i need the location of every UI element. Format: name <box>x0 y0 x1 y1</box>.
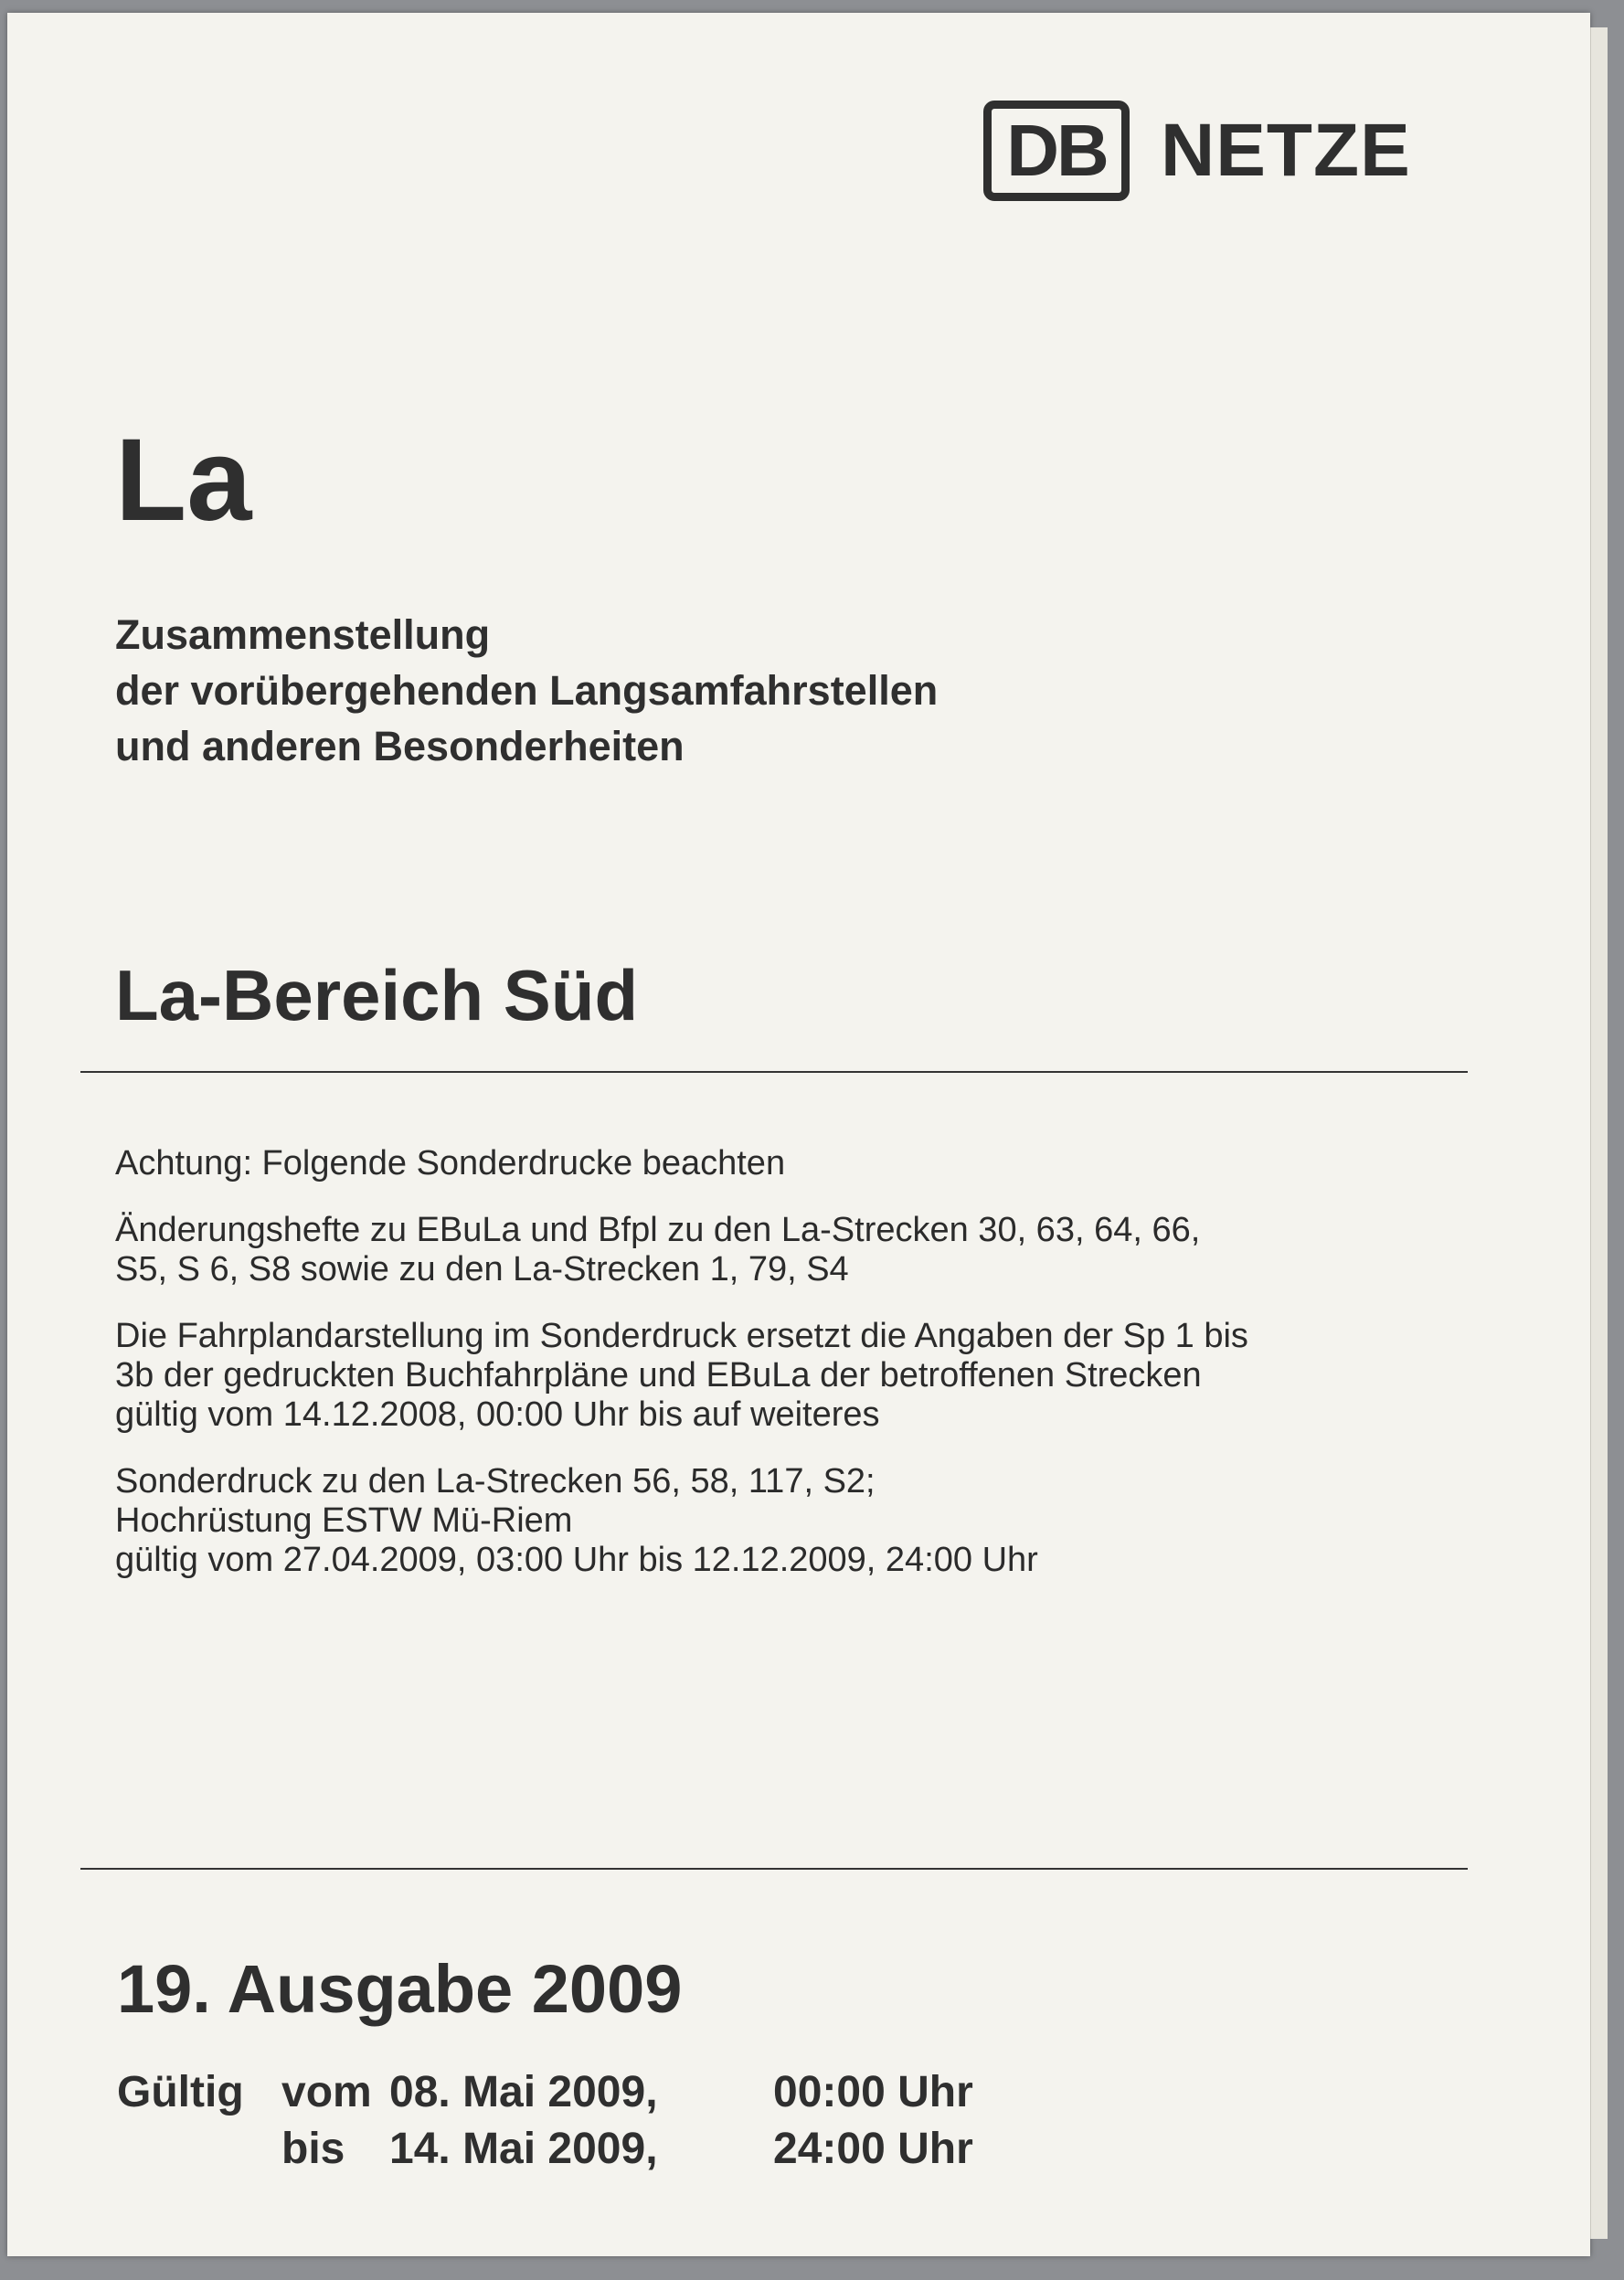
subtitle-line: Zusammenstellung <box>115 611 491 658</box>
from-time: 00:00 Uhr <box>773 2068 973 2116</box>
notice-line: Die Fahrplandarstellung im Sonderdruck ersetzt die Angaben der Sp 1 bis <box>115 1317 1248 1355</box>
validity-period <box>117 2064 973 2178</box>
region-heading: La-Bereich Süd <box>115 955 639 1035</box>
db-logo-mark: DB <box>983 101 1130 201</box>
document-page <box>7 13 1590 2256</box>
page-edge <box>1590 27 1608 2239</box>
bottom-divider <box>80 1868 1468 1870</box>
validity-from-row <box>117 2064 973 2121</box>
to-keyword: bis <box>281 2125 345 2173</box>
subtitle-line: der vorübergehenden Langsamfahrstellen <box>115 667 939 714</box>
from-keyword: vom <box>281 2068 372 2116</box>
notice-line: S5, S 6, S8 sowie zu den La-Strecken 1, 79, S4 <box>115 1250 849 1288</box>
to-time: 24:00 Uhr <box>773 2125 973 2173</box>
document-subtitle <box>115 607 938 774</box>
notice-line: gültig vom 27.04.2009, 03:00 Uhr bis 12.12.2009, 24:00 Uhr <box>115 1541 1038 1579</box>
notice-section <box>115 1144 1486 1607</box>
notice-line: Sonderdruck zu den La-Strecken 56, 58, 117, S2; <box>115 1462 876 1501</box>
db-netze-logo <box>983 101 1411 201</box>
notice-line: Hochrüstung ESTW Mü-Riem <box>115 1501 573 1540</box>
from-date: 08. Mai 2009, <box>389 2068 658 2116</box>
notice-line: gültig vom 14.12.2008, 00:00 Uhr bis auf weiteres <box>115 1395 880 1434</box>
to-date: 14. Mai 2009, <box>389 2125 658 2173</box>
validity-label: Gültig <box>117 2068 244 2116</box>
edition-title: 19. Ausgabe 2009 <box>117 1951 683 2027</box>
validity-to-row <box>117 2121 973 2178</box>
notice-block-amendments <box>115 1211 1486 1289</box>
notice-heading: Achtung: Folgende Sonderdrucke beachten <box>115 1144 786 1182</box>
notice-block-timetable <box>115 1317 1486 1435</box>
subtitle-line: und anderen Besonderheiten <box>115 723 685 769</box>
document-title: La <box>115 415 252 546</box>
netze-wordmark: NETZE <box>1161 109 1411 192</box>
notice-line: Änderungshefte zu EBuLa und Bfpl zu den La-Strecken 30, 63, 64, 66, <box>115 1211 1201 1249</box>
notice-line: 3b der gedruckten Buchfahrpläne und EBuLa der betroffenen Strecken <box>115 1356 1202 1395</box>
top-divider <box>80 1071 1468 1073</box>
notice-block-special-print <box>115 1462 1486 1580</box>
